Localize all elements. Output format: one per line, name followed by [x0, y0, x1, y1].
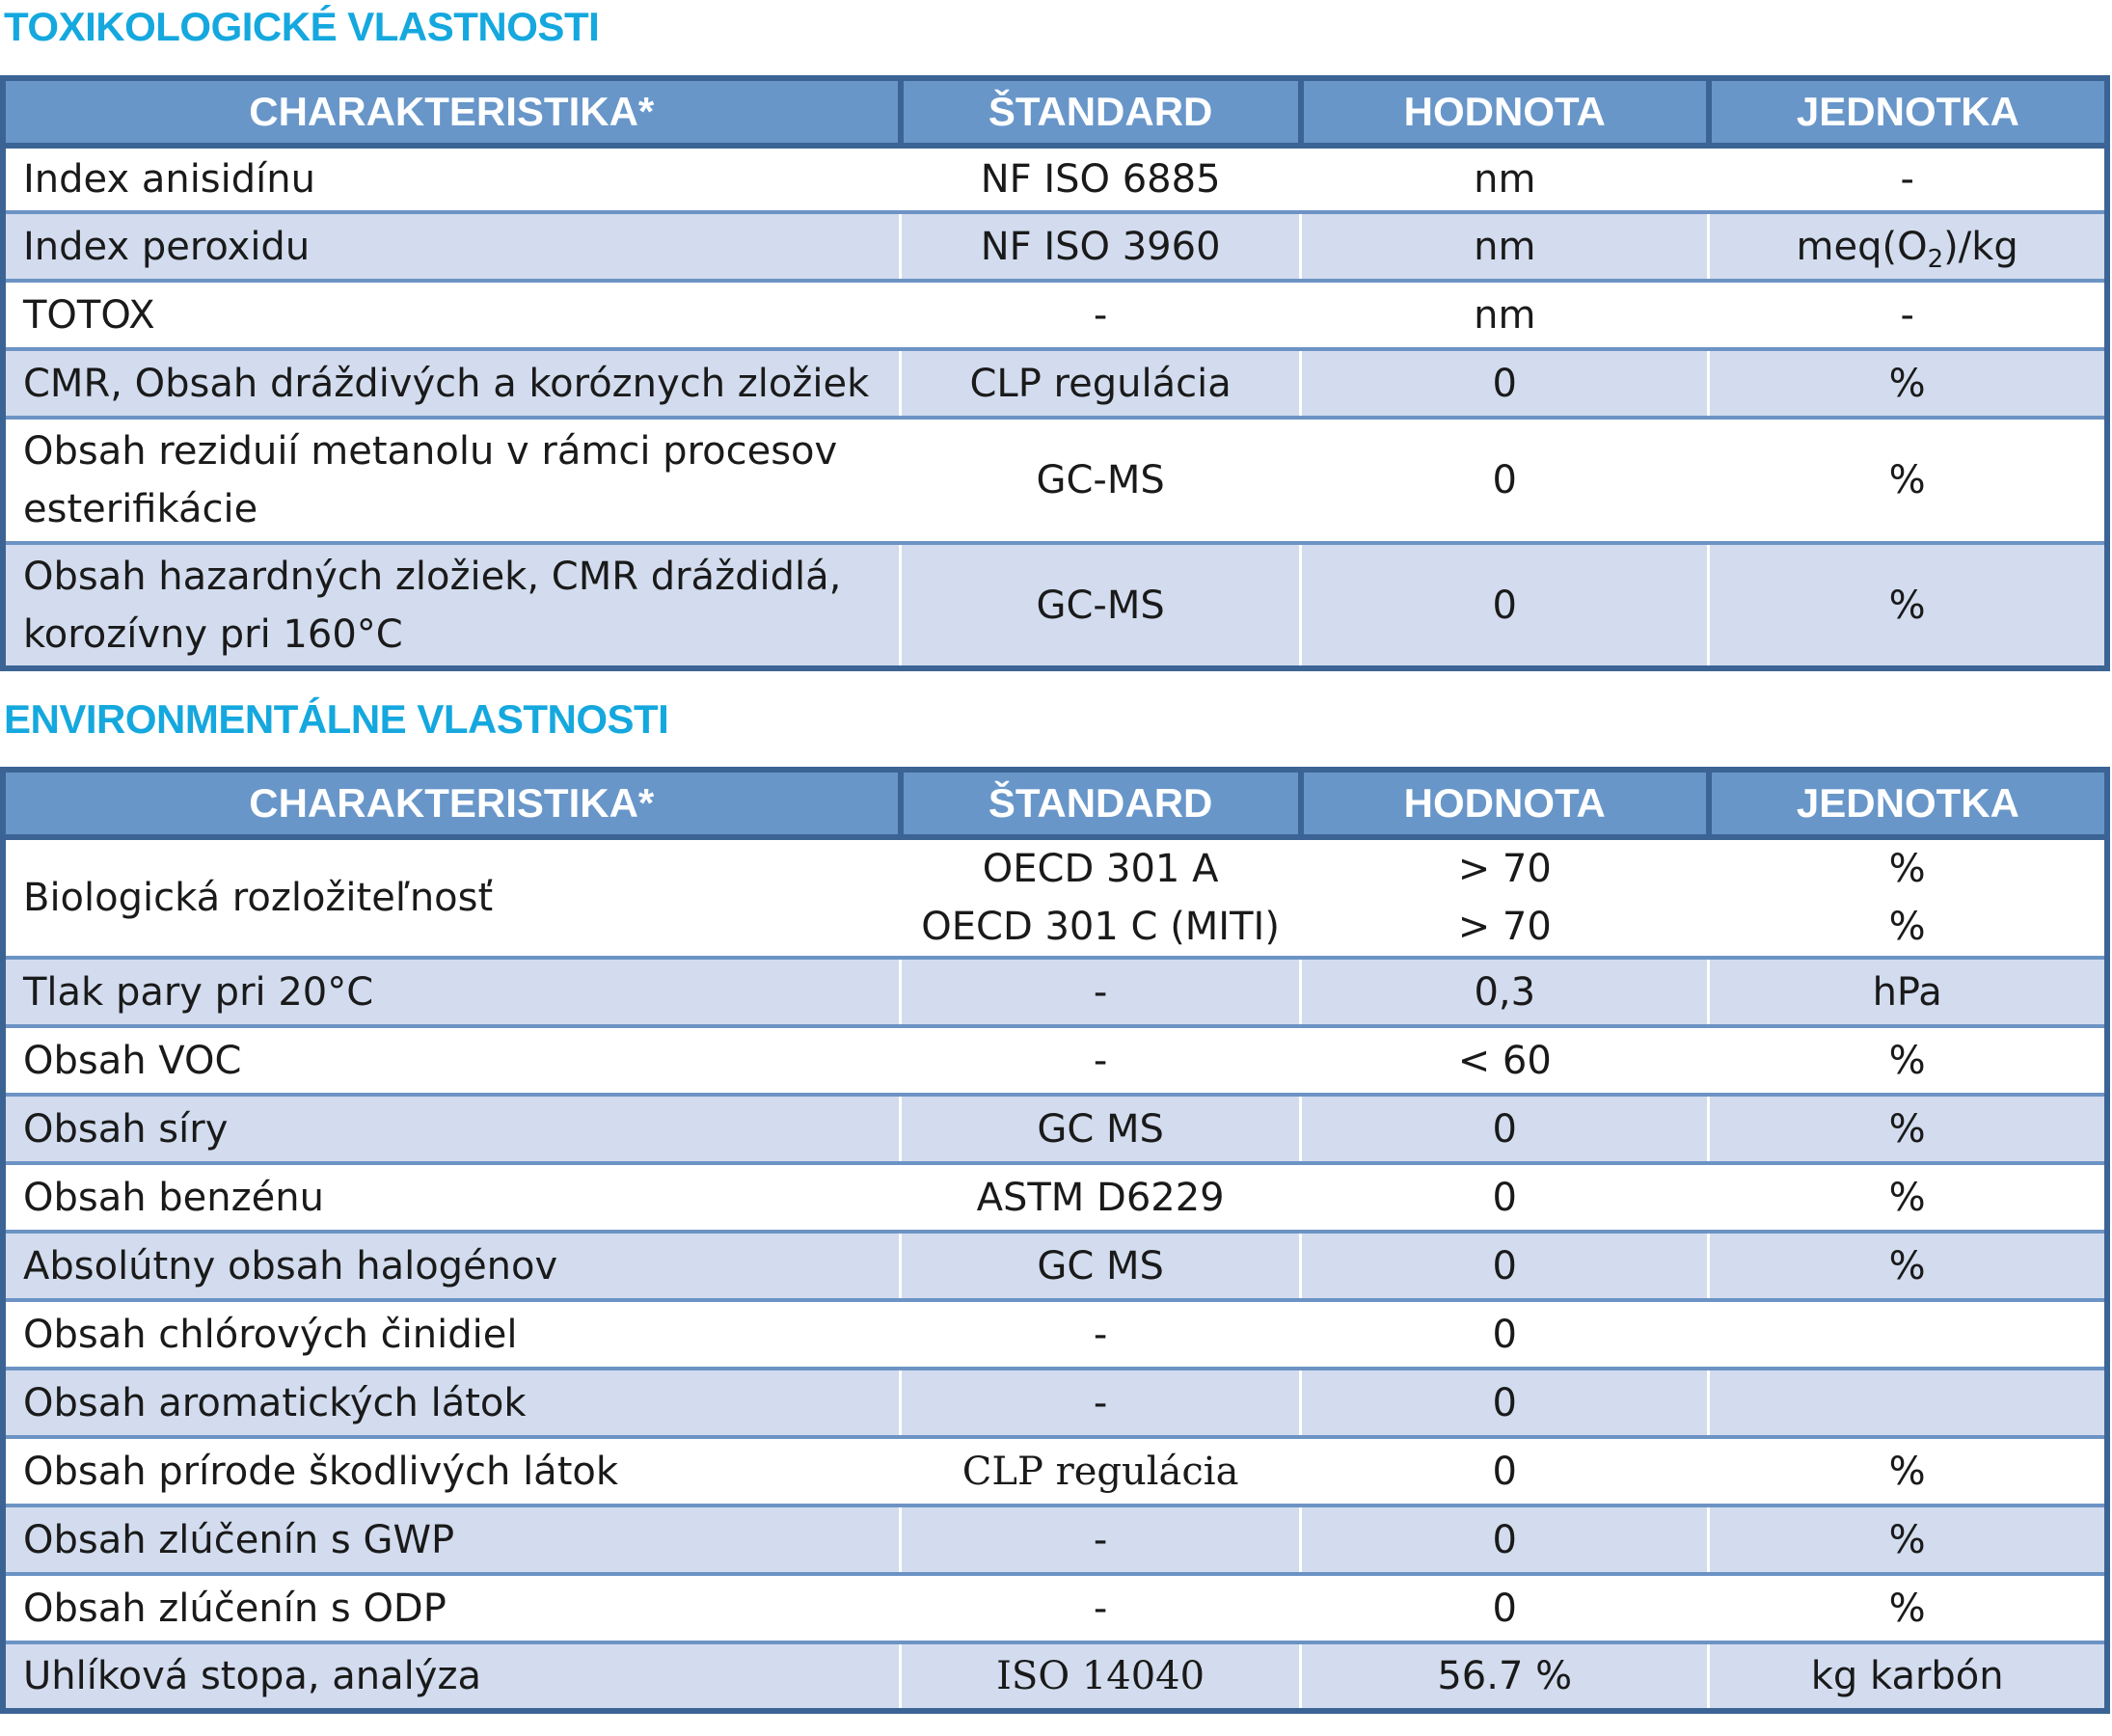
- cell-standard: GC MS: [901, 1095, 1301, 1163]
- cell-characteristic: Biologická rozložiteľnosť: [23, 876, 494, 920]
- table-row: [3, 543, 2107, 668]
- header-characteristic: CHARAKTERISTIKA*: [3, 770, 901, 837]
- value-line: > 70: [1457, 847, 1552, 891]
- cell-unit: [1709, 1300, 2107, 1369]
- cell-standard: -: [901, 1300, 1301, 1369]
- table-row: [3, 1095, 2107, 1163]
- unit-text: meq(O: [1796, 224, 1928, 269]
- cell-unit: %: [1709, 1163, 2107, 1232]
- cell-value: 0: [1301, 1505, 1709, 1574]
- table-row: [3, 418, 2107, 543]
- cell-standard: -: [901, 1505, 1301, 1574]
- cell-value: 0: [1301, 543, 1709, 668]
- table-row: [3, 1642, 2107, 1711]
- table-row: [3, 837, 2107, 958]
- cell-unit: -: [1709, 146, 2107, 212]
- cell-standard: GC MS: [901, 1232, 1301, 1300]
- cell-value: 0: [1301, 1095, 1709, 1163]
- cell-unit: %: [1709, 1026, 2107, 1095]
- cell-value: [1301, 837, 1709, 958]
- table-row: [3, 1232, 2107, 1300]
- value-line: > 70: [1457, 905, 1552, 949]
- table-row: [3, 1300, 2107, 1369]
- cell-value: < 60: [1301, 1026, 1709, 1095]
- cell-characteristic: Obsah VOC: [3, 1026, 901, 1095]
- toxicological-properties-table: [0, 75, 2110, 671]
- cell-standard: NF ISO 6885: [901, 146, 1301, 212]
- cell-unit: [1709, 212, 2107, 281]
- cell-characteristic: Obsah zlúčenín s ODP: [3, 1574, 901, 1642]
- cell-value: 0: [1301, 418, 1709, 543]
- table-row: [3, 1505, 2107, 1574]
- table-row: [3, 1163, 2107, 1232]
- unit-text: )/kg: [1943, 224, 2018, 269]
- unit-subscript: 2: [1927, 244, 1944, 274]
- cell-characteristic: CMR, Obsah dráždivých a koróznych zložiek: [3, 349, 901, 418]
- table-row: [3, 1437, 2107, 1505]
- table-row: [3, 212, 2107, 281]
- table-row: [3, 349, 2107, 418]
- header-characteristic: CHARAKTERISTIKA*: [3, 78, 901, 146]
- cell-standard: [901, 837, 1301, 958]
- cell-unit: hPa: [1709, 958, 2107, 1026]
- unit-line: %: [1888, 905, 1926, 949]
- cell-value: 0,3: [1301, 958, 1709, 1026]
- cell-value: nm: [1301, 281, 1709, 349]
- cell-characteristic: Absolútny obsah halogénov: [3, 1232, 901, 1300]
- environmental-properties-table: [0, 767, 2110, 1714]
- cell-standard: NF ISO 3960: [901, 212, 1301, 281]
- cell-unit: [1709, 1369, 2107, 1437]
- cell-unit: %: [1709, 543, 2107, 668]
- cell-unit: %: [1709, 418, 2107, 543]
- table-row: [3, 958, 2107, 1026]
- cell-value: 0: [1301, 1369, 1709, 1437]
- cell-unit: %: [1709, 1437, 2107, 1505]
- cell-value: 0: [1301, 1437, 1709, 1505]
- cell-standard: ASTM D6229: [901, 1163, 1301, 1232]
- cell-characteristic: Uhlíková stopa, analýza: [3, 1642, 901, 1711]
- table-row: [3, 1026, 2107, 1095]
- header-unit: JEDNOTKA: [1709, 78, 2107, 146]
- cell-unit: %: [1709, 1574, 2107, 1642]
- cell-standard: -: [901, 958, 1301, 1026]
- standard-line: OECD 301 A: [982, 847, 1219, 891]
- cell-unit: [1709, 837, 2107, 958]
- table-row: [3, 1369, 2107, 1437]
- cell-value: 0: [1301, 1163, 1709, 1232]
- table-row: [3, 146, 2107, 212]
- cell-value: nm: [1301, 146, 1709, 212]
- cell-characteristic: TOTOX: [3, 281, 901, 349]
- cell-characteristic: Index peroxidu: [3, 212, 901, 281]
- cell-characteristic: Obsah prírode škodlivých látok: [3, 1437, 901, 1505]
- cell-characteristic: Obsah benzénu: [3, 1163, 901, 1232]
- cell-standard: -: [901, 1369, 1301, 1437]
- cell-standard: CLP regulácia: [901, 349, 1301, 418]
- cell-characteristic: Obsah reziduií metanolu v rámci procesov esterifikácie: [3, 418, 901, 543]
- table-header-row: [3, 770, 2107, 837]
- cell-characteristic: Index anisidínu: [23, 157, 315, 202]
- cell-value: 0: [1301, 1574, 1709, 1642]
- cell-standard: CLP regulácia: [901, 1437, 1301, 1505]
- table-row: [3, 281, 2107, 349]
- cell-value: nm: [1301, 212, 1709, 281]
- section-title-environmental: ENVIRONMENTÁLNE VLASTNOSTI: [4, 696, 669, 742]
- cell-value: 0: [1301, 1232, 1709, 1300]
- cell-standard: -: [901, 1026, 1301, 1095]
- cell-value: 0: [1301, 1300, 1709, 1369]
- cell-unit: %: [1709, 349, 2107, 418]
- cell-characteristic: Obsah hazardných zložiek, CMR dráždidlá, korozívny pri 160°C: [3, 543, 901, 668]
- header-standard: ŠTANDARD: [901, 770, 1301, 837]
- cell-characteristic: Obsah síry: [3, 1095, 901, 1163]
- cell-standard: ISO 14040: [901, 1642, 1301, 1711]
- header-value: HODNOTA: [1301, 770, 1709, 837]
- unit-line: %: [1888, 847, 1926, 891]
- cell-standard: -: [901, 1574, 1301, 1642]
- cell-unit: %: [1709, 1095, 2107, 1163]
- section-title-toxicological: TOXIKOLOGICKÉ VLASTNOSTI: [4, 4, 600, 49]
- cell-unit: -: [1709, 281, 2107, 349]
- standard-line: OECD 301 C (MITI): [921, 905, 1280, 949]
- cell-standard: -: [901, 281, 1301, 349]
- header-standard: ŠTANDARD: [901, 78, 1301, 146]
- cell-unit: kg karbón: [1709, 1642, 2107, 1711]
- cell-characteristic: Obsah chlórových činidiel: [3, 1300, 901, 1369]
- cell-standard: GC-MS: [901, 418, 1301, 543]
- cell-characteristic: Obsah zlúčenín s GWP: [3, 1505, 901, 1574]
- header-unit: JEDNOTKA: [1709, 770, 2107, 837]
- table-header-row: [3, 78, 2107, 146]
- table-row: [3, 1574, 2107, 1642]
- cell-characteristic: Tlak pary pri 20°C: [3, 958, 901, 1026]
- cell-value: 0: [1301, 349, 1709, 418]
- cell-unit: %: [1709, 1232, 2107, 1300]
- cell-standard: GC-MS: [901, 543, 1301, 668]
- cell-characteristic: Obsah aromatických látok: [3, 1369, 901, 1437]
- cell-unit: %: [1709, 1505, 2107, 1574]
- cell-value: 56.7 %: [1301, 1642, 1709, 1711]
- header-value: HODNOTA: [1301, 78, 1709, 146]
